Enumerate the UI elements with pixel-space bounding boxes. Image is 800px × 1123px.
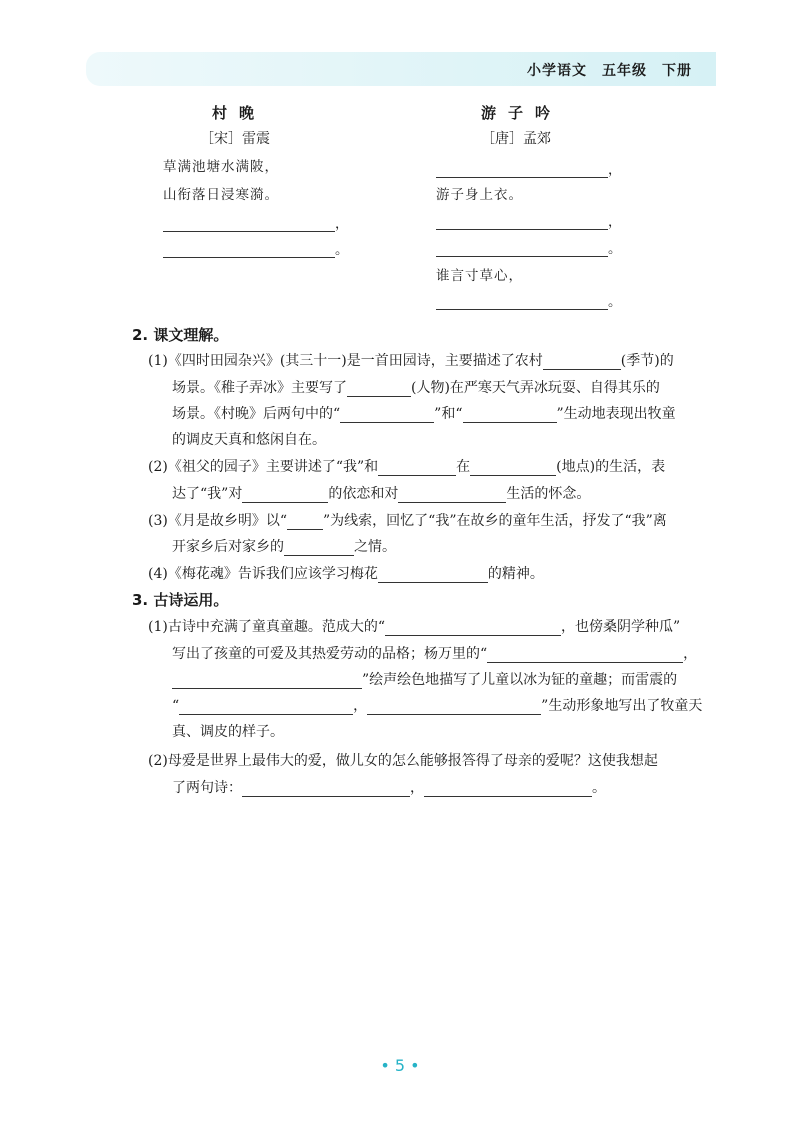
answer-blank[interactable] bbox=[436, 161, 608, 178]
answer-blank[interactable] bbox=[242, 780, 410, 797]
question-line: ”绘声绘色地描写了儿童以冰为钲的童趣；而雷震的 bbox=[172, 669, 677, 689]
answer-blank[interactable] bbox=[398, 486, 506, 503]
poem-line: 草满池塘水满陂， bbox=[163, 159, 279, 175]
question-line: “ ， ”生动形象地写出了牧童天 bbox=[172, 698, 703, 714]
poem-author: ［唐］孟郊 bbox=[481, 131, 551, 147]
question-line: 达了“我”对 的依恋和对 生活的怀念。 bbox=[172, 486, 591, 502]
question-line: (2)母爱是世界上最伟大的爱，做儿女的怎么能够报答得了母亲的爱呢？这使我想起 bbox=[148, 753, 658, 769]
poem-blank-line: 。 bbox=[163, 238, 350, 258]
answer-blank[interactable] bbox=[163, 241, 335, 258]
question-line: 场景。《稚子弄冰》主要写了 (人物)在严寒天气弄冰玩耍、自得其乐的 bbox=[172, 380, 660, 396]
answer-blank[interactable] bbox=[163, 215, 335, 232]
section-heading: 2. 课文理解。 bbox=[132, 326, 229, 344]
question-line: 开家乡后对家乡的 之情。 bbox=[172, 539, 396, 555]
question-line: 了两句诗： ， 。 bbox=[172, 780, 606, 796]
poem-blank-line: 。 bbox=[436, 290, 623, 310]
question-line: 真、调皮的样子。 bbox=[172, 724, 284, 740]
answer-blank[interactable] bbox=[487, 646, 683, 663]
question-line: (3)《月是故乡明》以“ ”为线索，回忆了“我”在故乡的童年生活，抒发了“我”离 bbox=[148, 513, 667, 529]
book-label: 小学语文 五年级 下册 bbox=[527, 63, 692, 79]
page-number: • 5 • bbox=[380, 1056, 420, 1075]
question-line: (1)《四时田园杂兴》(其三十一)是一首田园诗，主要描述了农村 (季节)的 bbox=[148, 353, 674, 369]
answer-blank[interactable] bbox=[242, 486, 328, 503]
question-line: 场景。《村晚》后两句中的“ ”和“ ”生动地表现出牧童 bbox=[172, 406, 676, 422]
answer-blank[interactable] bbox=[340, 406, 434, 423]
answer-blank[interactable] bbox=[367, 698, 541, 715]
answer-blank[interactable] bbox=[436, 240, 608, 257]
answer-blank[interactable] bbox=[424, 780, 592, 797]
question-line: 写出了孩童的可爱及其热爱劳动的品格；杨万里的“ ， bbox=[172, 646, 698, 662]
question-line: (2)《祖父的园子》主要讲述了“我”和 在 (地点)的生活，表 bbox=[148, 459, 666, 475]
poem-line: 谁言寸草心， bbox=[436, 268, 523, 284]
answer-blank[interactable] bbox=[284, 539, 354, 556]
question-line: (4)《梅花魂》告诉我们应该学习梅花 的精神。 bbox=[148, 566, 544, 582]
poem-title: 村晚 bbox=[212, 104, 267, 122]
poem-blank-line: ， bbox=[163, 212, 350, 232]
answer-blank[interactable] bbox=[287, 513, 323, 530]
section-heading: 3. 古诗运用。 bbox=[132, 591, 229, 609]
question-line: (1)古诗中充满了童真童趣。范成大的“ ，也傍桑阴学种瓜” bbox=[148, 619, 681, 635]
poem-blank-line: ， bbox=[436, 210, 623, 230]
poem-blank-line: 。 bbox=[436, 237, 623, 257]
answer-blank[interactable] bbox=[436, 293, 608, 310]
poem-line: 游子身上衣。 bbox=[436, 187, 523, 203]
answer-blank[interactable] bbox=[436, 213, 608, 230]
page-header-bar bbox=[86, 52, 716, 86]
answer-blank[interactable] bbox=[385, 619, 561, 636]
answer-blank[interactable] bbox=[378, 459, 456, 476]
answer-blank[interactable] bbox=[172, 672, 362, 689]
poem-line: 山衔落日浸寒漪。 bbox=[163, 187, 279, 203]
poem-author: ［宋］雷震 bbox=[200, 131, 270, 147]
answer-blank[interactable] bbox=[543, 353, 621, 370]
answer-blank[interactable] bbox=[463, 406, 557, 423]
answer-blank[interactable] bbox=[347, 380, 411, 397]
answer-blank[interactable] bbox=[470, 459, 556, 476]
poem-blank-line: ， bbox=[436, 158, 623, 178]
answer-blank[interactable] bbox=[378, 566, 488, 583]
question-line: 的调皮天真和悠闲自在。 bbox=[172, 432, 326, 448]
answer-blank[interactable] bbox=[179, 698, 353, 715]
poem-title: 游子吟 bbox=[481, 104, 563, 122]
